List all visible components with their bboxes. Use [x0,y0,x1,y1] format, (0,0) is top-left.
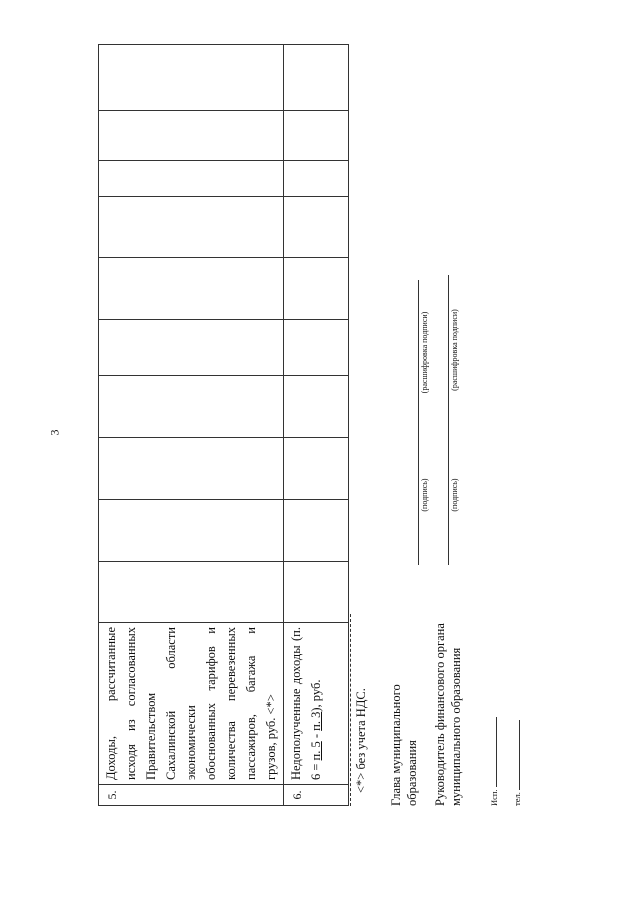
row-number: 6. [284,785,349,806]
page-number: 3 [47,429,62,436]
table-cell [284,111,349,161]
item-link[interactable]: п. 5 [309,741,323,761]
table-cell [284,161,349,197]
table-cell [99,161,284,197]
table-cell [284,320,349,376]
executor-line [496,717,497,787]
phone-line [519,720,520,790]
row-description [284,623,349,785]
finance-decode-line [448,275,449,425]
finance-decode-caption: (расшифровка подписи) [450,309,459,391]
table-row [284,45,349,806]
table-cell [99,111,284,161]
footnote-separator [350,614,351,806]
row-text: - [309,730,323,742]
head-decode-caption: (расшифровка подписи) [420,311,429,394]
data-table [98,44,349,806]
head-decode-line [418,280,419,425]
row-text: ), руб. [309,679,323,712]
table-cell [284,258,349,320]
table-cell [99,500,284,562]
table-cell [99,562,284,623]
row-description: Доходы, рассчитанные исходя из согласованных Правительством Сахалинской области экономически обоснованных тарифов и количества перевезенных пассажиров, багажа и грузов, руб. <*> [99,623,284,785]
table-cell [99,320,284,376]
table-cell [284,45,349,111]
table-row [99,45,284,806]
table-cell [99,258,284,320]
head-sign-caption: (подпись) [420,478,429,512]
head-title: Глава муниципального образования [389,684,419,806]
table-cell [99,45,284,111]
table-cell [284,500,349,562]
table-cell [284,376,349,438]
table-cell [284,562,349,623]
phone-label: тел. [512,792,522,806]
table-cell [284,438,349,500]
phone-field [512,720,522,806]
table-cell [99,438,284,500]
table-cell [99,376,284,438]
head-signature-line [418,425,419,565]
row-number: 5. [99,785,284,806]
executor-field [489,717,499,806]
table-cell [284,197,349,258]
row-text: Недополученные доходы (п. 6 = [289,627,323,780]
footnote: <*> без учета НДС. [354,688,368,793]
finance-title: Руководитель финансового органа муниципального образования [433,623,463,806]
executor-label: Исп. [489,789,499,806]
finance-signature-line [448,425,449,565]
finance-sign-caption: (подпись) [450,478,459,512]
table-cell [99,197,284,258]
item-link[interactable]: п. 3 [309,711,323,731]
